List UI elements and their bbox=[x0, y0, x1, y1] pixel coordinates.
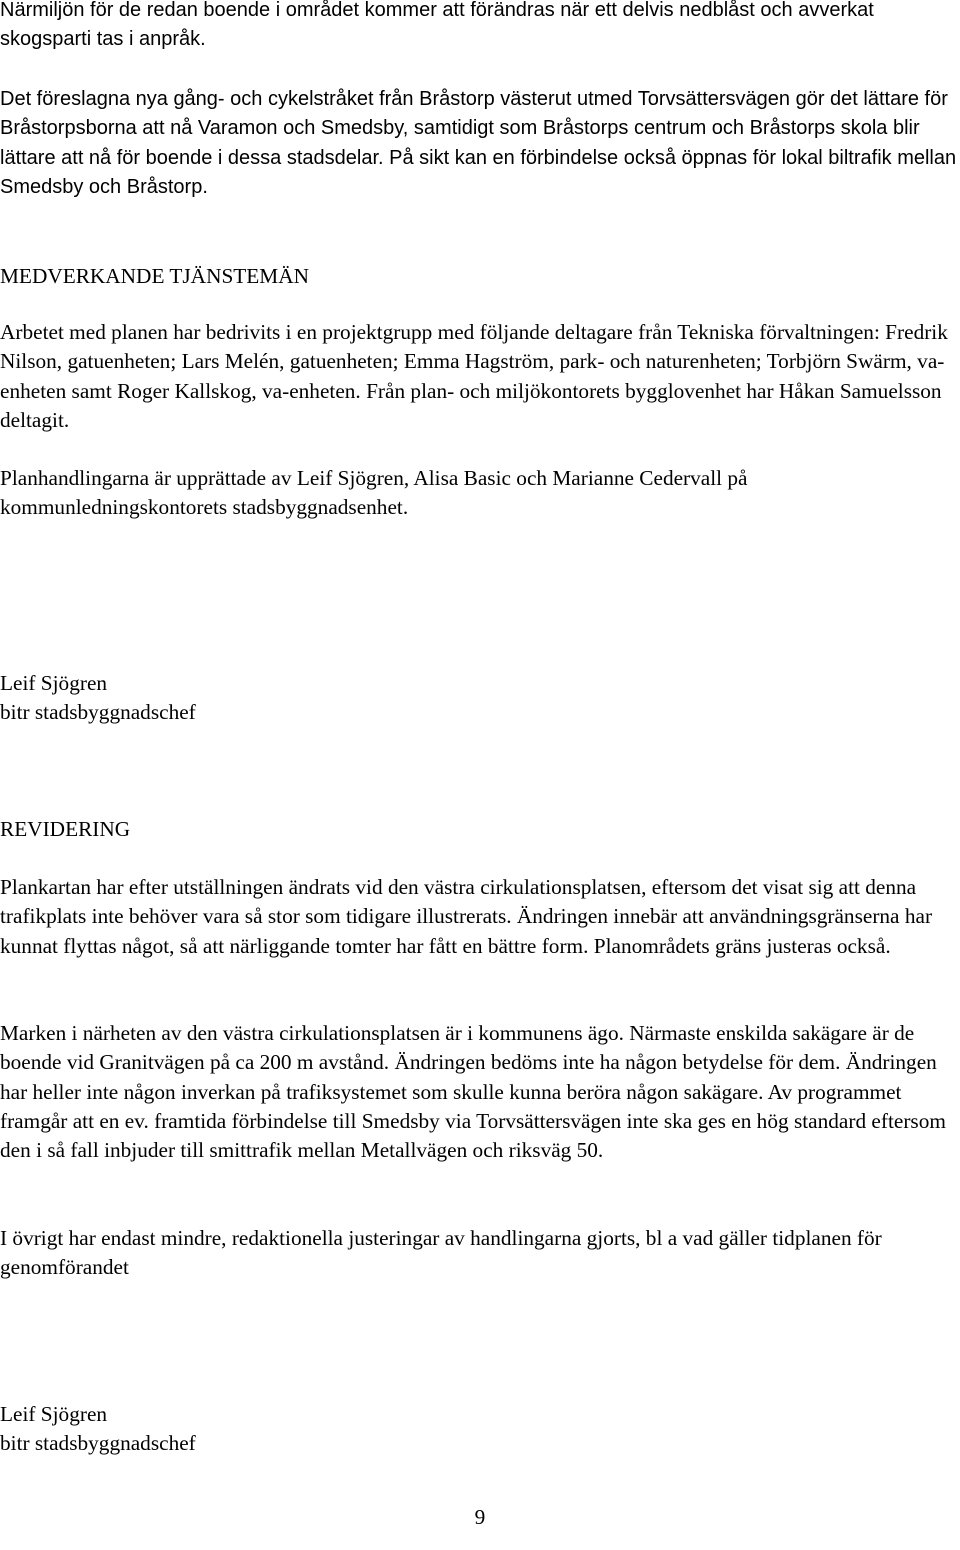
paragraph-intro-text: Närmiljön för de redan boende i området kommer att förändras när ett delvis nedblåst och avverkat skogsparti tas i anpråk. bbox=[0, 0, 874, 51]
paragraph-land-ownership bbox=[0, 1019, 960, 1165]
paragraph-prepared-by bbox=[0, 464, 960, 523]
signature-2 bbox=[0, 1400, 960, 1459]
heading-medverkande bbox=[0, 262, 960, 291]
signature-2-title: bitr stadsbyggnadschef bbox=[0, 1431, 196, 1456]
paragraph-project-group-text: Arbetet med planen har bedrivits i en projektgrupp med följande deltagare från Tekniska förvaltningen: Fredrik Nilson, gatuenheten; Lars Melén, gatuenheten; Emma Hagström, park- och naturenheten; Torbjörn Swärm, va-enheten samt Roger Kallskog, va-enheten. Från plan- och miljökontorets bygglovenhet har Håkan Samuelsson deltagit. bbox=[0, 320, 948, 432]
signature-1 bbox=[0, 669, 960, 728]
paragraph-project-group bbox=[0, 318, 960, 435]
heading-revidering bbox=[0, 815, 960, 844]
paragraph-prepared-by-text: Planhandlingarna är upprättade av Leif Sjögren, Alisa Basic och Marianne Cedervall på kommunledningskontorets stadsbyggnadsenhet. bbox=[0, 466, 748, 520]
heading-revidering-text: REVIDERING bbox=[0, 817, 131, 841]
paragraph-intro bbox=[0, 0, 960, 55]
paragraph-other-adjustments-text: I övrigt har endast mindre, redaktionella justeringar av handlingarna gjorts, bl a vad gäller tidplanen för genomförandet bbox=[0, 1226, 882, 1280]
paragraph-revision-change-text: Plankartan har efter utställningen ändrats vid den västra cirkulationsplatsen, eftersom det visat sig att denna trafikplats inte behöver vara så stor som tidigare illustrerats. Ändringen innebär att användningsgränserna har kunnat flyttas något, så att närliggande tomter har fått en bättre form. Planområdets gräns justeras också. bbox=[0, 875, 933, 958]
paragraph-cycle-path-text: Det föreslagna nya gång- och cykelstråket från Bråstorp västerut utmed Torvsättersvägen gör det lättare för Bråstorpsborna att nå Varamon och Smedsby, samtidigt som Bråstorps centrum och Bråstorps skola blir lättare att nå för boende i dessa stadsdelar. På sikt kan en förbindelse också öppnas för lokal biltrafik mellan Smedsby och Bråstorp. bbox=[0, 88, 957, 198]
signature-2-name: Leif Sjögren bbox=[0, 1402, 108, 1426]
signature-1-title: bitr stadsbyggnadschef bbox=[0, 700, 196, 725]
heading-medverkande-text: MEDVERKANDE TJÄNSTEMÄN bbox=[0, 264, 310, 288]
page-number: 9 bbox=[474, 1505, 486, 1529]
paragraph-land-ownership-text: Marken i närheten av den västra cirkulationsplatsen är i kommunens ägo. Närmaste enskilda sakägare är de boende vid Granitvägen på ca 200 m avstånd. Ändringen bedöms inte ha någon betydelse för dem. Ändringen har heller inte någon inverkan på trafiksystemet som skulle kunna beröra någon sakägare. Av programmet framgår att en ev. framtida förbindelse till Smedsby via Torvsättersvägen inte ska ges en hög standard eftersom den i så fall inbjuder till smittrafik mellan Metallvägen och riksväg 50. bbox=[0, 1021, 946, 1163]
paragraph-other-adjustments bbox=[0, 1224, 960, 1283]
signature-1-name: Leif Sjögren bbox=[0, 671, 108, 695]
paragraph-cycle-path bbox=[0, 85, 960, 202]
paragraph-revision-change bbox=[0, 873, 960, 961]
